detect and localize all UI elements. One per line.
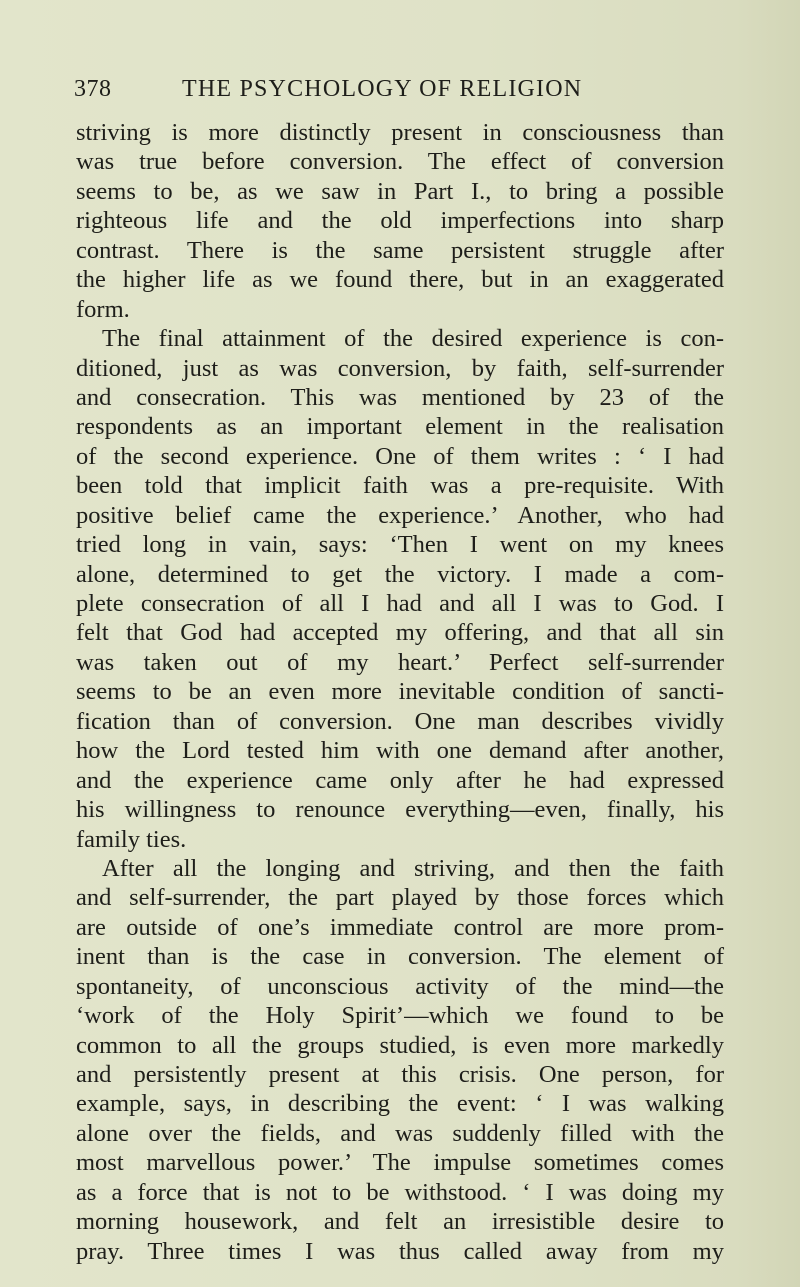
text-line: and persistently present at this crisis. One person, for — [76, 1061, 724, 1088]
text-line: pray. Three times I was thus called away from my — [76, 1237, 724, 1265]
text-line: ‘work of the Holy Spirit’—which we found to be — [76, 1002, 724, 1030]
text-line: inent than is the case in conversion. The element of — [76, 943, 724, 971]
text-line: righteous life and the old imperfections into sharp — [76, 207, 724, 235]
text-line: tried long in vain, says: ‘Then I went on my knees — [76, 531, 724, 559]
text-line: striving is more distinctly present in consciousness than — [76, 119, 724, 146]
text-line: spontaneity, of unconscious activity of the mind—the — [76, 972, 724, 1000]
text-line: alone, determined to get the victory. I made a com- — [76, 560, 724, 588]
text-line: common to all the groups studied, is even more markedly — [76, 1031, 724, 1059]
text-line: family ties. — [76, 825, 187, 853]
text-line: seems to be, as we saw in Part I., to bring a possible — [76, 177, 724, 205]
text-line: how the Lord tested him with one demand after another, — [76, 737, 724, 765]
text-line: was taken out of my heart.’ Perfect self-surrender — [76, 648, 724, 676]
text-line: and the experience came only after he had expressed — [76, 766, 724, 794]
text-line: form. — [76, 295, 130, 323]
page-header — [74, 76, 724, 110]
running-head: THE PSYCHOLOGY OF RELIGION — [182, 76, 583, 102]
page-number: 378 — [74, 76, 112, 102]
text-line: example, says, in describing the event: ‘ I was walking — [76, 1090, 724, 1118]
text-line: seems to be an even more inevitable condition of sancti- — [76, 678, 724, 706]
text-line: positive belief came the experience.’ Another, who had — [76, 501, 724, 529]
text-line: his willingness to renounce everything—even, finally, his — [76, 796, 724, 824]
text-line: felt that God had accepted my offering, and that all sin — [76, 619, 724, 647]
text-line: ditioned, just as was conversion, by faith, self-surrender — [76, 354, 724, 382]
text-line: was true before conversion. The effect of conversion — [76, 148, 724, 176]
text-line: and consecration. This was mentioned by 23 of the — [76, 383, 724, 411]
text-line: contrast. There is the same persistent struggle after — [76, 236, 724, 264]
text-line: as a force that is not to be withstood. ‘ I was doing my — [76, 1178, 724, 1206]
text-line: fication than of conversion. One man describes vividly — [76, 707, 724, 735]
paragraph-start-line: The final attainment of the desired experience is con- — [102, 325, 724, 353]
text-line: and self-surrender, the part played by those forces which — [76, 884, 724, 912]
text-line: alone over the fields, and was suddenly filled with the — [76, 1119, 724, 1147]
text-line: the higher life as we found there, but in an exaggerated — [76, 266, 724, 294]
text-line: of the second experience. One of them writes : ‘ I had — [76, 442, 724, 470]
text-line: respondents as an important element in the realisation — [76, 413, 724, 441]
text-line: been told that implicit faith was a pre-requisite. With — [76, 472, 724, 500]
text-line: are outside of one’s immediate control are more prom- — [76, 913, 724, 941]
text-line: plete consecration of all I had and all I was to God. I — [76, 590, 724, 617]
body-text — [76, 118, 724, 1266]
text-line: most marvellous power.’ The impulse sometimes comes — [76, 1149, 724, 1177]
paragraph-start-line: After all the longing and striving, and then the faith — [102, 854, 724, 882]
text-line: morning housework, and felt an irresistible desire to — [76, 1208, 724, 1236]
